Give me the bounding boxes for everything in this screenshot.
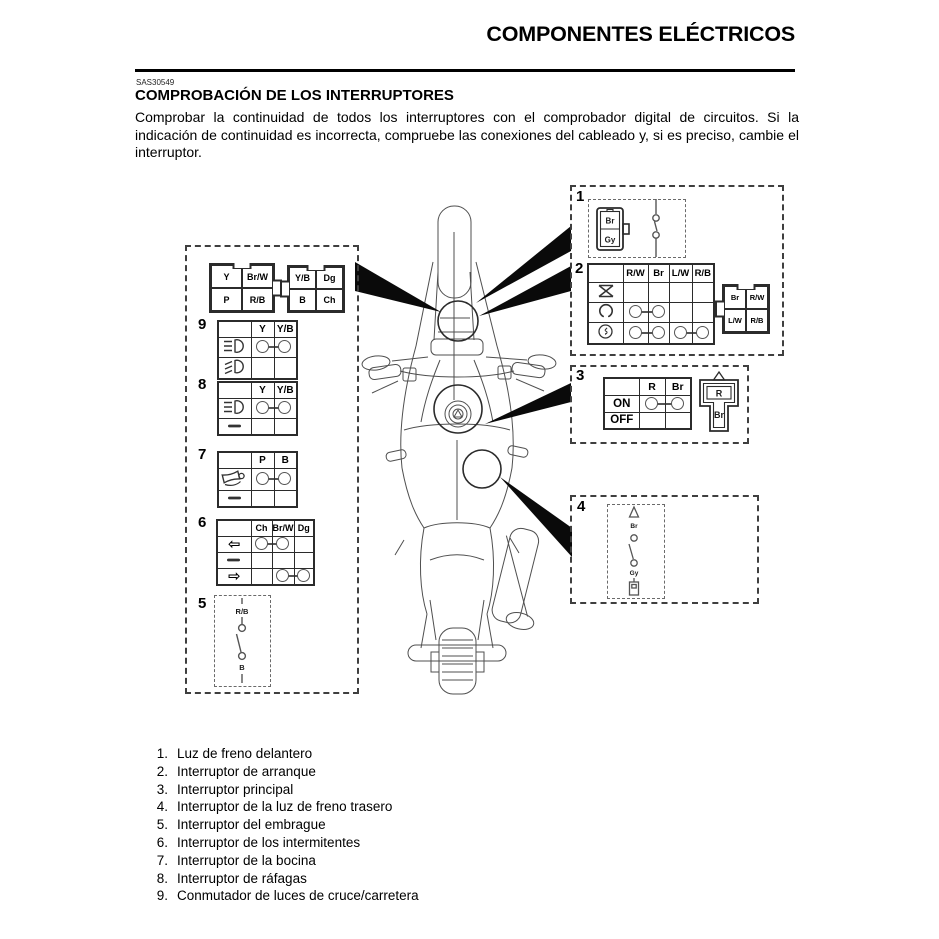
continuity-cell — [648, 302, 669, 322]
legend-item — [148, 816, 419, 834]
wire-color-header: Y — [251, 321, 274, 337]
position-cell — [588, 322, 623, 344]
high-beam-icon — [221, 399, 249, 415]
table-corner-cell — [218, 452, 251, 468]
callout-number-2: 2 — [575, 260, 584, 277]
position-cell — [217, 568, 251, 585]
switch-table-7 — [217, 451, 298, 508]
horn-icon — [220, 469, 250, 487]
wire-color-header: Y — [251, 382, 274, 398]
highlight-circle-main-switch — [434, 385, 482, 433]
callout-number-1: 1 — [576, 188, 585, 205]
callout-number-8: 8 — [198, 376, 207, 393]
legend-item-number: 3. — [156, 781, 168, 797]
legend-item — [148, 798, 419, 816]
section-title: COMPROBACIÓN DE LOS INTERRUPTORES — [135, 87, 454, 104]
legend-item — [148, 887, 419, 905]
fork-tube — [438, 206, 471, 298]
wire-label: Gy — [629, 570, 639, 577]
callout-wedge-left — [355, 262, 441, 312]
table-corner-cell — [218, 321, 251, 337]
wire-color-header: Br — [648, 264, 669, 282]
connector-tab — [280, 281, 289, 298]
continuity-cell — [639, 412, 665, 429]
continuity-cell — [294, 536, 314, 552]
continuity-cell — [251, 337, 274, 357]
pin-label: Br — [605, 216, 615, 226]
wire-color-header: P — [251, 452, 274, 468]
wire-color-header: R/B — [692, 264, 714, 282]
continuity-cell — [648, 282, 669, 302]
connector-notch — [737, 284, 756, 290]
legend-item-label: Interruptor de la bocina — [177, 852, 316, 868]
switch-table-3 — [603, 377, 692, 430]
continuity-cell — [665, 395, 691, 412]
callout-number-5: 5 — [198, 595, 207, 612]
low-beam-icon — [221, 358, 249, 375]
main-switch-connector — [696, 370, 742, 434]
position-cell — [218, 337, 251, 357]
continuity-cell — [623, 302, 648, 322]
table-corner-cell — [217, 520, 251, 536]
continuity-cell — [648, 322, 669, 344]
connector-tab — [715, 301, 724, 318]
switch-table-2 — [587, 263, 715, 345]
wire-color-header: Br — [665, 378, 691, 395]
highlight-circle-rear-brake — [463, 450, 501, 488]
start-switch-connector — [722, 284, 770, 334]
position-cell — [218, 418, 251, 435]
continuity-cell — [294, 568, 314, 585]
callout-wedge-2 — [479, 266, 571, 316]
legend-item-label: Interruptor principal — [177, 781, 294, 797]
highlight-circle-handlebar — [438, 301, 478, 341]
continuity-cell — [272, 568, 294, 585]
continuity-cell — [639, 395, 665, 412]
continuity-cell — [623, 282, 648, 302]
pin-label: Ch — [316, 289, 343, 311]
position-cell — [218, 490, 251, 507]
pin-label: L/W — [724, 309, 746, 332]
legend-item-label: Interruptor de arranque — [177, 763, 316, 779]
legend-item-number: 4. — [156, 799, 168, 815]
body-paragraph: Comprobar la continuidad de todos los interruptores con el comprobador digital de circuitos. Si la indicación de continuidad es incorrecta, compruebe las conexiones del cableado y, si es preciso, cambie el interruptor. — [135, 109, 799, 161]
position-cell — [588, 282, 623, 302]
pin-label: Br — [713, 410, 725, 420]
engine-start-icon — [597, 323, 614, 340]
continuity-cell — [274, 468, 297, 490]
callout-number-3: 3 — [576, 367, 585, 384]
wire-label: Br — [630, 523, 638, 530]
pin-label: R/W — [746, 286, 768, 309]
dash-icon — [226, 495, 244, 501]
legend-item-number: 5. — [156, 817, 168, 833]
wire-color-header: Dg — [294, 520, 314, 536]
continuity-cell — [274, 490, 297, 507]
continuity-cell — [692, 322, 714, 344]
continuity-cell — [669, 322, 692, 344]
table-corner-cell — [218, 382, 251, 398]
legend-item — [148, 852, 419, 870]
header-rule — [135, 69, 795, 72]
continuity-cell — [251, 536, 272, 552]
engine-stop-icon — [595, 283, 617, 299]
page-title: COMPONENTES ELÉCTRICOS — [486, 22, 795, 46]
front-brake-switch-connector — [595, 206, 633, 254]
dash-icon — [225, 557, 243, 563]
callout-wedge-4 — [500, 477, 572, 557]
position-cell — [218, 468, 251, 490]
legend-list — [148, 745, 419, 905]
connector-notch — [233, 263, 252, 269]
connector-notch — [307, 265, 326, 271]
continuity-cell — [665, 412, 691, 429]
legend-item-number: 1. — [156, 746, 168, 761]
wire-color-header: Y/B — [274, 382, 297, 398]
legend-item-label: Interruptor del embrague — [177, 817, 326, 833]
pin-label: Y — [211, 265, 242, 288]
legend-item-label: Interruptor de ráfagas — [177, 870, 307, 886]
handlebar-connector-left — [209, 263, 275, 313]
table-corner-cell — [588, 264, 623, 282]
wire-label: R/B — [235, 607, 249, 616]
switch-table-6 — [216, 519, 315, 586]
pin-label: Br/W — [242, 265, 273, 288]
switch-table-8 — [217, 381, 298, 436]
legend-item-label: Luz de freno delantero — [177, 746, 313, 761]
pin-label: Br — [724, 286, 746, 309]
legend-item — [148, 870, 419, 888]
clutch-switch-symbol — [225, 597, 259, 685]
switch-table-9 — [217, 320, 298, 380]
wire-color-header: R/W — [623, 264, 648, 282]
pin-label: R — [715, 388, 723, 399]
callout-wedge-3 — [485, 383, 571, 424]
legend-item-label: Interruptor de los intermitentes — [177, 834, 361, 850]
continuity-cell — [251, 552, 272, 568]
wire-color-header: B — [274, 452, 297, 468]
continuity-cell — [274, 357, 297, 379]
continuity-cell — [251, 568, 272, 585]
wire-color-header: Y/B — [274, 321, 297, 337]
continuity-cell — [669, 302, 692, 322]
turn-left-icon: ⇦ — [227, 536, 241, 552]
pin-label: Gy — [604, 235, 616, 245]
continuity-cell — [272, 552, 294, 568]
continuity-cell — [274, 418, 297, 435]
position-cell — [217, 552, 251, 568]
rear-brake-switch-symbol — [619, 505, 649, 597]
legend-item-number: 6. — [156, 834, 168, 850]
table-corner-cell — [604, 378, 639, 395]
position-cell: OFF — [604, 412, 639, 429]
callout-number-4: 4 — [577, 498, 586, 515]
engine-run-icon — [598, 303, 614, 319]
continuity-cell — [669, 282, 692, 302]
callout-number-7: 7 — [198, 446, 207, 463]
continuity-cell — [251, 468, 274, 490]
handlebar-connector-right — [287, 265, 345, 313]
callout-wedge-1 — [476, 226, 571, 303]
section-code: SAS30549 — [136, 78, 175, 87]
callout-number-6: 6 — [198, 514, 207, 531]
continuity-cell — [251, 418, 274, 435]
front-brake-switch-symbol — [645, 199, 667, 257]
pin-label: B — [289, 289, 316, 311]
continuity-cell — [274, 398, 297, 418]
continuity-cell — [274, 337, 297, 357]
wire-color-header: L/W — [669, 264, 692, 282]
pin-label: P — [211, 288, 242, 311]
dash-icon — [226, 423, 244, 429]
pin-label: Dg — [316, 267, 343, 289]
legend-item — [148, 781, 419, 799]
legend-item-number: 8. — [156, 870, 168, 886]
continuity-cell — [294, 552, 314, 568]
position-cell: ON — [604, 395, 639, 412]
turn-right-icon: ⇨ — [227, 568, 241, 585]
pin-label: Y/B — [289, 267, 316, 289]
legend-item — [148, 834, 419, 852]
high-beam-icon — [221, 338, 249, 354]
callout-number-9: 9 — [198, 316, 207, 333]
position-cell — [588, 302, 623, 322]
legend-item-number: 2. — [156, 763, 168, 779]
continuity-cell — [272, 536, 294, 552]
legend-item — [148, 763, 419, 781]
position-cell — [217, 536, 251, 552]
pin-label: R/B — [746, 309, 768, 332]
legend-item-number: 9. — [156, 888, 168, 904]
continuity-cell — [251, 398, 274, 418]
continuity-cell — [251, 490, 274, 507]
legend-item-number: 7. — [156, 852, 168, 868]
wire-color-header: R — [639, 378, 665, 395]
pin-label: R/B — [242, 288, 273, 311]
legend-item-label: Conmutador de luces de cruce/carretera — [177, 888, 419, 904]
continuity-cell — [692, 302, 714, 322]
position-cell — [218, 398, 251, 418]
continuity-cell — [692, 282, 714, 302]
wire-color-header: Br/W — [272, 520, 294, 536]
continuity-cell — [251, 357, 274, 379]
legend-item-label: Interruptor de la luz de freno trasero — [177, 799, 393, 815]
legend-item — [148, 745, 419, 763]
wire-color-header: Ch — [251, 520, 272, 536]
position-cell — [218, 357, 251, 379]
wire-label: B — [239, 663, 245, 672]
continuity-cell — [623, 322, 648, 344]
